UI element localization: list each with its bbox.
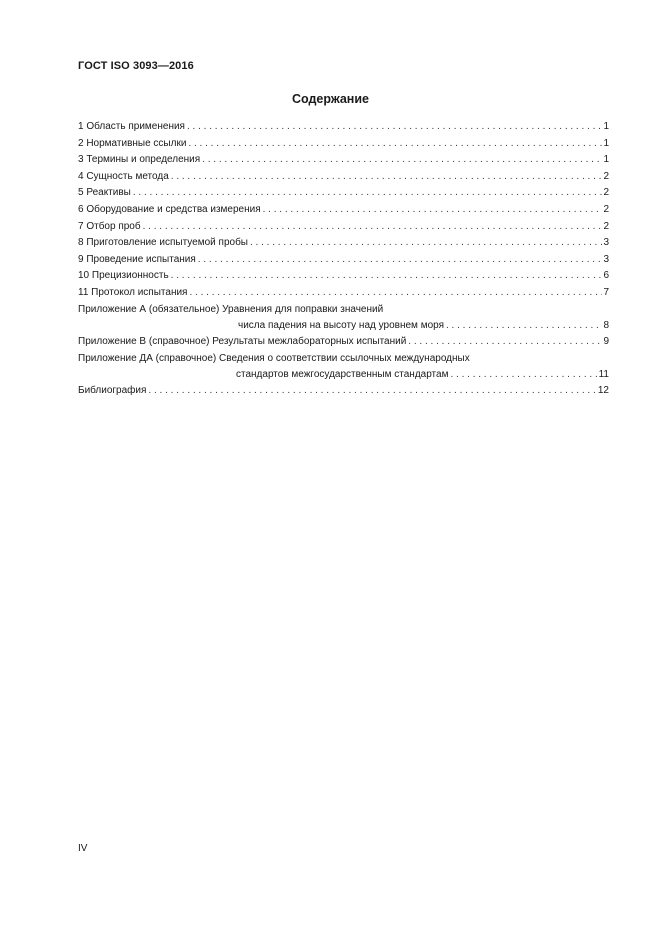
dot-leader (133, 185, 603, 201)
dot-leader (188, 136, 602, 152)
dot-leader (148, 383, 596, 399)
toc-entry-page: 11 (598, 368, 609, 380)
toc-entry-page: 12 (597, 385, 609, 397)
document-code: ГОСТ ISO 3093—2016 (78, 60, 194, 72)
toc-entry-label: 4 Сущность метода (78, 170, 169, 182)
toc-entry[interactable] (78, 119, 609, 136)
toc-entry-label: 10 Прецизионность (78, 270, 169, 282)
toc-entry-page: 9 (603, 336, 609, 348)
toc-entry[interactable] (78, 252, 609, 269)
toc-entry-page: 6 (603, 270, 609, 282)
dot-leader (143, 219, 603, 235)
dot-leader (187, 119, 602, 135)
toc-entry-label: 2 Нормативные ссылки (78, 137, 187, 149)
toc-title: Содержание (291, 92, 369, 106)
toc-entry-label: 5 Реактивы (78, 187, 131, 199)
toc-entry[interactable] (78, 219, 609, 236)
toc-entry-page: 8 (603, 319, 609, 331)
toc-entry[interactable] (78, 185, 609, 202)
dot-leader (198, 252, 603, 268)
toc-entry-page: 2 (603, 203, 609, 215)
toc-entry[interactable] (78, 169, 609, 186)
appendix-da-title-line2: стандартов межгосударственным стандартам (236, 368, 449, 380)
appendix-a-title-line1: Приложение А (обязательное) Уравнения для поправки значений (78, 303, 384, 315)
toc-entry-label: Библиография (78, 385, 147, 397)
toc-entry-label: 6 Оборудование и средства измерения (78, 203, 261, 215)
toc-entry[interactable] (78, 202, 609, 219)
dot-leader (408, 334, 602, 350)
toc-appendix-da[interactable] (78, 351, 609, 384)
toc-entry-page: 1 (603, 137, 609, 149)
page-number: IV (78, 843, 88, 854)
table-of-contents (78, 119, 609, 400)
toc-entry-page: 1 (603, 154, 609, 166)
toc-entry-page: 2 (603, 220, 609, 232)
dot-leader (263, 202, 603, 218)
toc-entry-label: 1 Область применения (78, 121, 185, 132)
toc-entry-page: 2 (603, 170, 609, 182)
dot-leader (450, 367, 597, 383)
dot-leader (171, 268, 603, 284)
toc-appendix-b[interactable] (78, 334, 609, 351)
toc-entry-page: 3 (603, 253, 609, 265)
toc-entry[interactable] (78, 136, 609, 153)
toc-entry[interactable] (78, 268, 609, 285)
toc-entry[interactable] (78, 235, 609, 252)
toc-entry-page: 3 (603, 237, 609, 249)
toc-entry-label: 11 Протокол испытания (78, 286, 188, 298)
toc-entry-page: 7 (603, 286, 609, 298)
dot-leader (250, 235, 602, 251)
toc-entry[interactable] (78, 285, 609, 302)
appendix-a-title-line2: числа падения на высоту над уровнем моря (238, 319, 444, 331)
toc-entry-label: Приложение В (справочное) Результаты межлабораторных испытаний (78, 336, 407, 348)
dot-leader (171, 169, 603, 185)
dot-leader (189, 285, 602, 301)
appendix-a-title-line2-row (78, 318, 609, 335)
toc-entry-page: 1 (603, 121, 609, 132)
toc-entry-label: 3 Термины и определения (78, 154, 201, 166)
toc-entry[interactable] (78, 152, 609, 169)
dot-leader (446, 318, 602, 334)
dot-leader (202, 152, 602, 168)
appendix-da-title-line2-row (78, 367, 609, 384)
toc-entry-label: 9 Проведение испытания (78, 253, 196, 265)
toc-appendix-a[interactable] (78, 302, 609, 335)
toc-entry-label: 7 Отбор проб (78, 220, 141, 232)
toc-bibliography[interactable] (78, 383, 609, 400)
toc-entry-page: 2 (603, 187, 609, 199)
appendix-da-title-line1: Приложение ДА (справочное) Сведения о соответствии ссылочных международных (78, 352, 470, 364)
toc-entry-label: 8 Приготовление испытуемой пробы (78, 237, 248, 249)
